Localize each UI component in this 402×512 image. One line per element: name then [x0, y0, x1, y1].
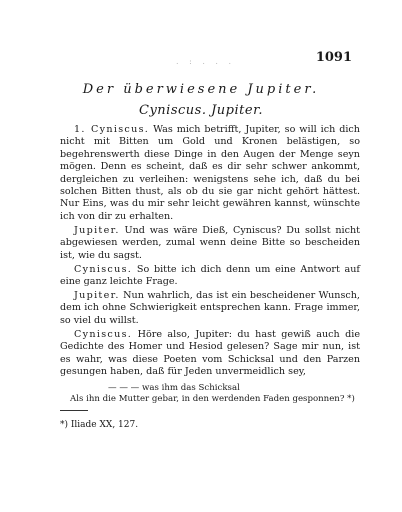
speaker-name: Jupiter. — [74, 290, 120, 302]
dialogue-paragraph — [60, 329, 360, 379]
verse-line: Als ihn die Mutter gebar, in den werdenden Faden gesponnen? *) — [70, 394, 355, 405]
dialogue-paragraph — [60, 264, 360, 289]
page-number: 1091 — [315, 50, 352, 65]
chapter-title: Der überwiesene Jupiter. — [82, 82, 320, 97]
verse-quote — [60, 383, 360, 405]
speech-text: Und was wäre Dieß, Cyniscus? Du sollst nicht abgewiesen werden, zumal wenn deine Bitte so bescheiden ist, wie du sagst. — [60, 224, 360, 261]
speaker-name: Jupiter. — [74, 224, 120, 236]
header-ornament: . : . . . — [176, 57, 236, 66]
footnote: *) Iliade XX, 127. — [60, 420, 139, 430]
speaker-name: Cyniscus. — [74, 328, 133, 340]
speaker-name: 1. Cyniscus. — [74, 124, 150, 135]
dramatis-personae: Cyniscus. Jupiter. — [139, 103, 263, 118]
speech-text: Was mich betrifft, Jupiter, so will ich dich nicht mit Bitten um Gold und Kronen belästigen, so begehrenswerth diese Dinge in den Augen der Menge seyn mögen. Denn es scheint, daß es dir sehr schwer ankommt, dergleichen zu verleihen: wenigstens sehe ich, daß du bei solchen Bitten thust, als ob du sie gar nicht gehört hättest. Nur Eins, was du mir sehr leicht gewähren kannst, wünschte ich von dir zu erhalten. — [60, 124, 360, 222]
dialogue-text — [60, 124, 360, 380]
speech-text: Höre also, Jupiter: du hast gewiß auch die Gedichte des Homer und Hesiod gelesen? Sage mir nun, ist es wahr, was diese Poeten vom Schicksal und den Parzen gesungen haben, daß für Jeden unvermeidlich sey, — [60, 328, 360, 378]
footnote-divider — [60, 410, 88, 411]
dialogue-paragraph — [60, 290, 360, 327]
dialogue-paragraph — [60, 225, 360, 262]
dialogue-paragraph — [60, 124, 360, 223]
verse-line: — — — was ihm das Schicksal — [108, 383, 240, 393]
speaker-name: Cyniscus. — [74, 263, 133, 275]
speech-text: Nun wahrlich, das ist ein bescheidener Wunsch, dem ich ohne Schwierigkeit entsprechen kann. Frage immer, so viel du willst. — [60, 290, 360, 326]
speech-text: So bitte ich dich denn um eine Antwort auf eine ganz leichte Frage. — [60, 263, 360, 288]
